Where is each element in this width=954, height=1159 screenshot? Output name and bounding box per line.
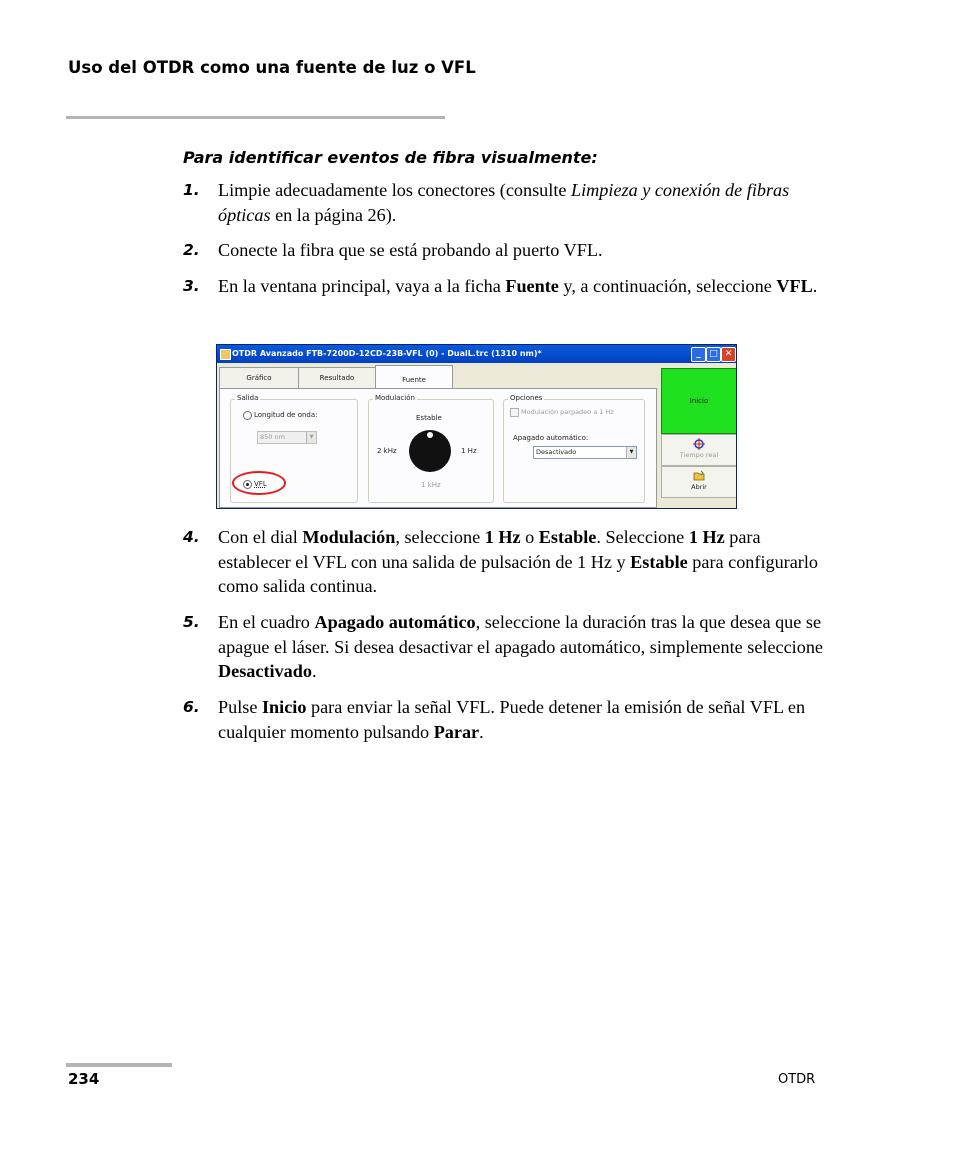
step-text-run: Desactivado <box>218 661 312 681</box>
page-header-title: Uso del OTDR como una fuente de luz o VFL <box>68 58 476 77</box>
step-text <box>218 274 823 299</box>
minimize-button[interactable]: _ <box>691 347 706 362</box>
tab-fuente[interactable]: Fuente <box>375 365 453 390</box>
step-text-run: Con el dial <box>218 527 303 547</box>
step-text-run: Modulación <box>302 527 396 547</box>
step-text-run: En la ventana principal, vaya a la ficha <box>218 276 506 296</box>
step-6 <box>183 695 823 744</box>
step-text <box>218 695 823 744</box>
header-rule <box>66 116 445 119</box>
step-5 <box>183 610 823 684</box>
otdr-window-screenshot <box>216 344 737 509</box>
window-title: OTDR Avanzado FTB-7200D-12CD-23B-VFL (0) - DualL.trc (1310 nm)* <box>232 349 542 358</box>
step-text-run: para establecer el VFL con una salida de pulsación de 1 Hz y <box>218 527 761 572</box>
step-text-run: Apagado automático <box>314 612 476 632</box>
step-4 <box>183 525 823 599</box>
open-label: Abrir <box>691 483 707 491</box>
dial-label-estable: Estable <box>416 414 442 422</box>
step-text <box>218 610 823 684</box>
step-text-run: , seleccione la duración tras la que desea que se apague el láser. Si desea desactivar el apagado automático, simplemente seleccione <box>218 612 823 657</box>
footer-product: OTDR <box>778 1072 816 1087</box>
wavelength-value: 850 nm <box>260 433 285 441</box>
step-text-run: Pulse <box>218 697 262 717</box>
app-icon <box>220 349 231 360</box>
page-number: 234 <box>68 1070 100 1088</box>
opciones-group <box>503 394 645 503</box>
step-number: 2. <box>183 241 200 259</box>
step-text-run: En el cuadro <box>218 612 315 632</box>
tab-grafico[interactable]: Gráfico <box>219 367 299 388</box>
step-text-run: Parar <box>433 721 480 742</box>
step-number: 3. <box>183 277 200 295</box>
modulacion-label: Modulación <box>375 394 415 402</box>
tab-bar <box>219 365 659 389</box>
step-number: 1. <box>183 181 200 199</box>
modulation-dial[interactable] <box>409 430 451 472</box>
step-text-run: VFL <box>776 276 813 296</box>
step-text-run: 1 Hz <box>484 527 521 547</box>
step-2 <box>183 238 823 263</box>
dial-label-1khz: 1 kHz <box>421 481 441 489</box>
step-text-run: . <box>311 661 317 681</box>
opciones-label: Opciones <box>510 394 543 402</box>
chevron-down-icon: ▼ <box>626 447 636 458</box>
chevron-down-icon: ▼ <box>306 432 316 443</box>
tab-resultado[interactable]: Resultado <box>298 367 376 388</box>
realtime-button[interactable] <box>661 434 737 466</box>
step-text-run: . <box>812 276 818 296</box>
dial-label-1hz: 1 Hz <box>461 447 477 455</box>
vfl-highlight-circle <box>232 471 286 495</box>
salida-label: Salida <box>237 394 259 402</box>
modulacion-group <box>368 394 494 503</box>
side-button-column <box>660 367 735 507</box>
step-text-run: 1 Hz <box>688 527 725 547</box>
step-1 <box>183 178 823 227</box>
step-text-run: para configurarlo como salida continua. <box>218 551 819 596</box>
step-text-run: . <box>479 721 484 742</box>
step-text-run: Limpieza y conexión de fibras ópticas <box>218 180 790 225</box>
step-text-run: Fuente <box>505 276 559 296</box>
step-text <box>218 525 823 599</box>
folder-open-icon <box>693 470 705 482</box>
wavelength-select[interactable] <box>257 431 317 444</box>
close-button[interactable]: ✕ <box>721 347 736 362</box>
dial-pointer <box>427 432 433 438</box>
step-text-run: Estable <box>538 527 597 547</box>
step-text-run: , seleccione <box>395 527 485 547</box>
step-text-run: Conecte la fibra que se está probando al puerto VFL. <box>218 240 603 260</box>
step-number: 5. <box>183 613 200 631</box>
step-text-run: Inicio <box>261 697 307 717</box>
source-panel <box>219 388 657 508</box>
start-button[interactable]: Inicio <box>661 368 737 434</box>
window-titlebar <box>217 345 736 363</box>
dial-label-2khz: 2 kHz <box>377 447 397 455</box>
autooff-label: Apagado automático: <box>513 434 589 442</box>
crosshair-icon <box>693 438 705 450</box>
step-text <box>218 178 823 227</box>
wavelength-label: Longitud de onda: <box>254 411 318 419</box>
step-text-run: en la página 26). <box>270 204 397 225</box>
modulation-check-label: Modulación parpadeo a 1 Hz <box>521 408 614 416</box>
procedure-title: Para identificar eventos de fibra visualmente: <box>183 148 598 167</box>
step-text-run: y, a continuación, seleccione <box>558 276 777 296</box>
wavelength-radio[interactable] <box>243 411 252 420</box>
step-number: 4. <box>183 528 200 546</box>
step-text-run: . Seleccione <box>596 527 689 547</box>
autooff-value: Desactivado <box>536 448 577 456</box>
autooff-select[interactable] <box>533 446 637 459</box>
open-button[interactable] <box>661 466 737 498</box>
step-text-run: Limpie adecuadamente los conectores (consulte <box>218 180 571 200</box>
realtime-label: Tiempo real <box>679 451 719 459</box>
step-number: 6. <box>183 698 200 716</box>
step-text-run: o <box>520 527 539 547</box>
step-text-run: para enviar la señal VFL. Puede detener la emisión de señal VFL en cualquier momento pulsando <box>218 697 806 742</box>
maximize-button[interactable]: □ <box>706 347 721 362</box>
modulation-checkbox[interactable] <box>510 408 519 417</box>
footer-rule <box>66 1063 172 1067</box>
step-text <box>218 238 823 263</box>
step-text-run: Estable <box>630 551 688 572</box>
step-3 <box>183 274 823 299</box>
vfl-label: VFL <box>254 480 267 488</box>
